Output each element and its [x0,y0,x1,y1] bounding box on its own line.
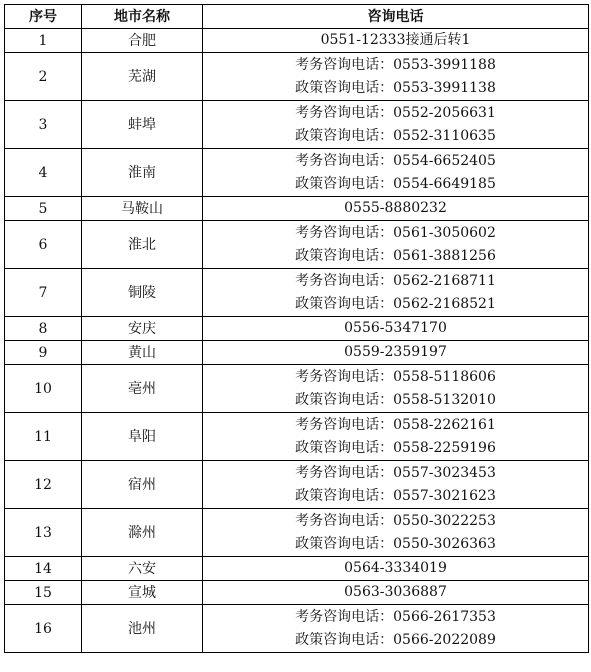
header-city: 地市名称 [82,5,203,29]
city-name: 阜阳 [82,413,203,461]
phone-number: 政策咨询电话：0566-2022089 [295,631,496,648]
city-name: 芜湖 [82,53,203,101]
phone-number: 政策咨询电话：0550-3026363 [295,535,496,552]
phone-number: 考务咨询电话：0557-3023453 [295,464,496,481]
city-name: 宣城 [82,581,203,605]
phone-cell [203,341,589,365]
phone-cell [203,149,589,197]
phone-number: 0556-5347170 [344,320,447,336]
row-number: 11 [5,413,82,461]
row-number: 7 [5,269,82,317]
table-row [5,509,589,557]
row-number: 2 [5,53,82,101]
table-row [5,365,589,413]
phone-cell [203,317,589,341]
city-name: 安庆 [82,317,203,341]
city-name: 淮北 [82,221,203,269]
table-row [5,413,589,461]
table-row [5,221,589,269]
city-name: 滁州 [82,509,203,557]
table-body [5,29,589,653]
phone-cell [203,461,589,509]
city-name: 淮南 [82,149,203,197]
table-row [5,269,589,317]
row-number: 10 [5,365,82,413]
row-number: 1 [5,29,82,53]
phone-number: 政策咨询电话：0558-5132010 [295,391,496,408]
phone-number: 0564-3334019 [344,560,447,576]
table-row [5,149,589,197]
phone-cell [203,269,589,317]
row-number: 14 [5,557,82,581]
table-row [5,101,589,149]
row-number: 8 [5,317,82,341]
phone-cell [203,509,589,557]
city-name: 六安 [82,557,203,581]
phone-number: 考务咨询电话：0554-6652405 [295,152,496,169]
row-number: 5 [5,197,82,221]
row-number: 3 [5,101,82,149]
phone-directory [4,4,589,653]
phone-cell [203,221,589,269]
phone-number: 政策咨询电话：0558-2259196 [295,439,496,456]
table-row [5,53,589,101]
table-row [5,461,589,509]
phone-number: 考务咨询电话：0558-5118606 [295,368,496,385]
phone-number: 政策咨询电话：0552-3110635 [295,127,496,144]
phone-number: 0551-12333接通后转1 [320,32,471,48]
phone-number: 0563-3036887 [344,584,447,600]
table-row [5,197,589,221]
phone-number: 0559-2359197 [344,344,447,360]
table-row [5,605,589,653]
phone-number: 考务咨询电话：0553-3991188 [295,56,496,73]
row-number: 12 [5,461,82,509]
table-row [5,557,589,581]
city-name: 马鞍山 [82,197,203,221]
phone-cell [203,605,589,653]
phone-number: 政策咨询电话：0554-6649185 [295,175,496,192]
phone-number: 政策咨询电话：0557-3021623 [295,487,496,504]
table-row [5,341,589,365]
phone-number: 政策咨询电话：0561-3881256 [295,247,496,264]
phone-number: 考务咨询电话：0566-2617353 [295,608,496,625]
phone-cell [203,101,589,149]
phone-number: 考务咨询电话：0562-2168711 [295,272,496,289]
row-number: 6 [5,221,82,269]
row-number: 16 [5,605,82,653]
row-number: 4 [5,149,82,197]
row-number: 13 [5,509,82,557]
table-row [5,581,589,605]
contact-table [4,4,589,653]
row-number: 9 [5,341,82,365]
phone-cell [203,413,589,461]
city-name: 亳州 [82,365,203,413]
phone-cell [203,53,589,101]
phone-number: 考务咨询电话：0558-2262161 [295,416,496,433]
city-name: 池州 [82,605,203,653]
header-number: 序号 [5,5,82,29]
phone-cell [203,29,589,53]
phone-cell [203,557,589,581]
phone-number: 考务咨询电话：0552-2056631 [295,104,496,121]
table-header-row [5,5,589,29]
phone-number: 考务咨询电话：0561-3050602 [295,224,496,241]
row-number: 15 [5,581,82,605]
phone-cell [203,197,589,221]
city-name: 黄山 [82,341,203,365]
table-row [5,317,589,341]
city-name: 合肥 [82,29,203,53]
header-phone: 咨询电话 [203,5,589,29]
city-name: 宿州 [82,461,203,509]
phone-number: 0555-8880232 [344,200,447,216]
city-name: 铜陵 [82,269,203,317]
phone-number: 考务咨询电话：0550-3022253 [295,512,496,529]
phone-number: 政策咨询电话：0553-3991138 [295,79,496,96]
phone-cell [203,581,589,605]
phone-cell [203,365,589,413]
table-row [5,29,589,53]
phone-number: 政策咨询电话：0562-2168521 [295,295,496,312]
city-name: 蚌埠 [82,101,203,149]
